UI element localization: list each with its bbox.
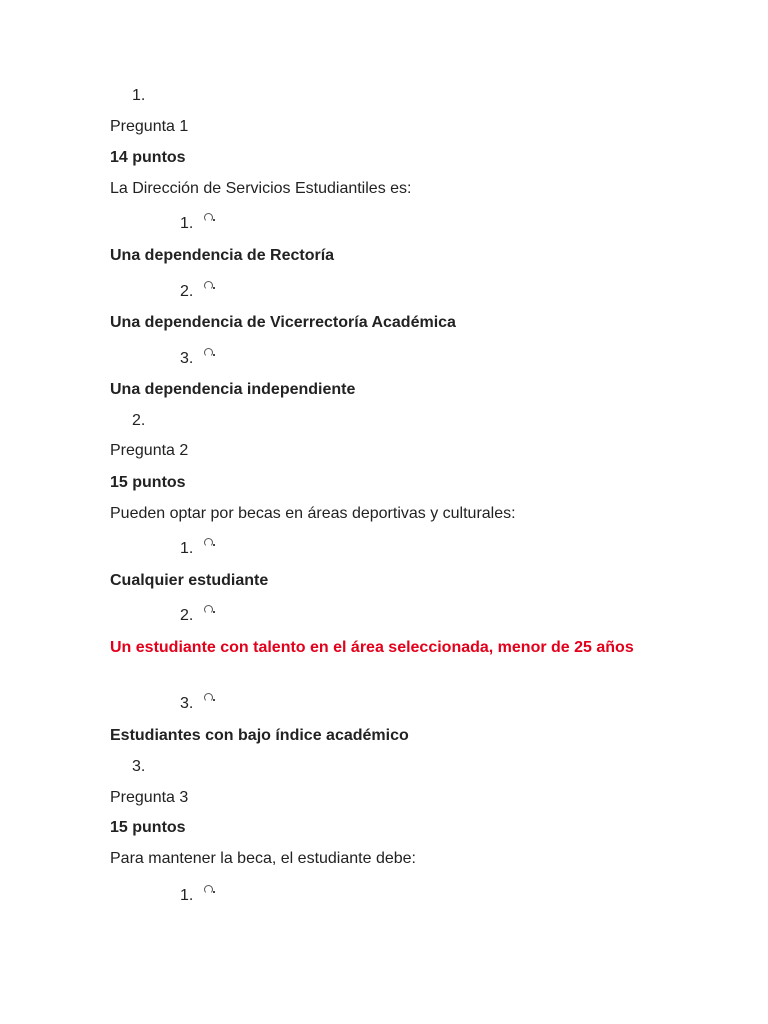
question-number: 3. <box>132 758 146 775</box>
option-text: Una dependencia de Rectoría <box>110 247 335 264</box>
question-points: 14 puntos <box>110 149 186 166</box>
option-number: 1. <box>180 887 194 904</box>
radio-button-icon[interactable] <box>204 693 213 702</box>
question-points: 15 puntos <box>110 474 186 491</box>
question-title: Pregunta 2 <box>110 442 189 459</box>
option-number: 1. <box>180 215 194 232</box>
option-number: 2. <box>180 283 194 300</box>
radio-button-icon[interactable] <box>204 538 213 547</box>
question-prompt: Pueden optar por becas en áreas deportivas y culturales: <box>110 505 516 522</box>
option-text-selected: Un estudiante con talento en el área seleccionada, menor de 25 años <box>110 639 634 656</box>
option-text: Estudiantes con bajo índice académico <box>110 727 409 744</box>
radio-button-icon[interactable] <box>204 281 213 290</box>
option-text: Una dependencia de Vicerrectoría Académica <box>110 314 456 331</box>
radio-button-icon[interactable] <box>204 885 213 894</box>
question-prompt: La Dirección de Servicios Estudiantiles es: <box>110 180 412 197</box>
option-text: Una dependencia independiente <box>110 381 356 398</box>
question-points: 15 puntos <box>110 819 186 836</box>
option-number: 3. <box>180 695 194 712</box>
radio-button-icon[interactable] <box>204 605 213 614</box>
question-title: Pregunta 1 <box>110 118 189 135</box>
option-number: 1. <box>180 540 194 557</box>
option-number: 2. <box>180 607 194 624</box>
question-number: 2. <box>132 412 146 429</box>
option-text: Cualquier estudiante <box>110 572 269 589</box>
question-number: 1. <box>132 87 146 104</box>
question-title: Pregunta 3 <box>110 789 189 806</box>
option-number: 3. <box>180 350 194 367</box>
question-prompt: Para mantener la beca, el estudiante debe: <box>110 850 416 867</box>
radio-button-icon[interactable] <box>204 213 213 222</box>
radio-button-icon[interactable] <box>204 348 213 357</box>
